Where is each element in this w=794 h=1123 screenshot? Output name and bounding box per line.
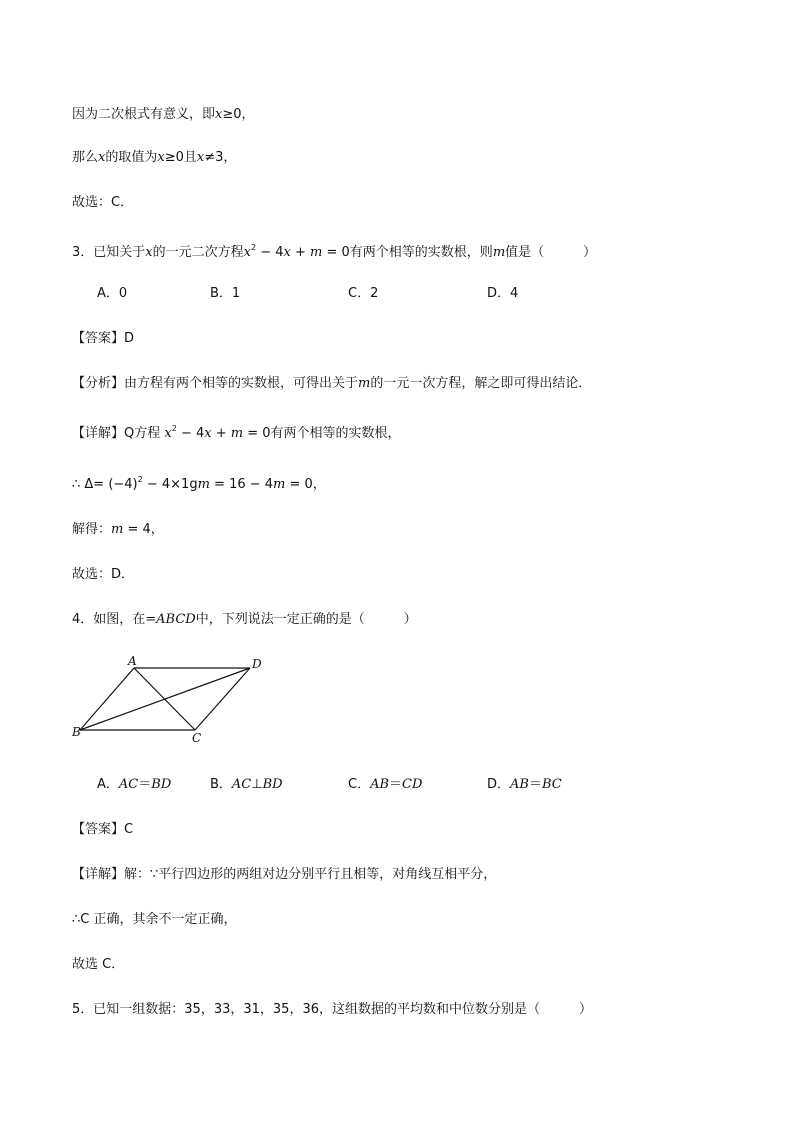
text-line: 那么x的取值为x≥0且x≠3， <box>72 150 237 165</box>
vertex-label-a: A <box>128 654 137 668</box>
answer-select: 故选 C． <box>72 957 125 972</box>
option-b: B．AC⊥BD <box>210 777 283 792</box>
option-b: B．1 <box>210 286 241 301</box>
vertex-label-d: D <box>252 657 262 671</box>
option-c: C．2 <box>348 286 379 301</box>
question-3: 3．已知关于x的一元二次方程$x^2 - 4x + m = 0$有两个相等的实数根，则m值是（ ） <box>72 243 597 260</box>
answer-select: 故选：C． <box>72 195 134 210</box>
text-line: 因为二次根式有意义，即x≥0， <box>72 107 255 122</box>
variable-x: x <box>215 107 223 122</box>
option-a: A．0 <box>97 286 128 301</box>
option-c: C．AB＝CD <box>348 777 423 792</box>
option-a: A．AC＝BD <box>97 777 172 792</box>
parallelogram-svg <box>72 654 272 746</box>
answer-select: 故选：D． <box>72 567 135 582</box>
vertex-label-b: B <box>72 725 81 739</box>
side-cd <box>195 668 250 730</box>
diagonal-bd <box>80 668 250 730</box>
answer-label: 【答案】C <box>72 822 134 837</box>
option-d: D．4 <box>487 286 519 301</box>
question-5: 5．已知一组数据：35，33，31，35，36，这组数据的平均数和中位数分别是（ ） <box>72 1002 592 1017</box>
analysis-text: 【分析】由方程有两个相等的实数根，可得出关于m的一元一次方程，解之即可得出结论． <box>72 376 592 391</box>
option-d: D．AB＝BC <box>487 777 562 792</box>
parallelogram-figure <box>72 654 272 746</box>
answer-label: 【答案】D <box>72 331 135 346</box>
detail-text: 【详解】Q方程 $x^2 - 4x + m = 0$有两个相等的实数根， <box>72 424 401 441</box>
question-4: 4．如图，在=ABCD中，下列说法一定正确的是（ ） <box>72 612 417 627</box>
delta-equation: ∴ $\Delta= (-4)^2 - 4\times 1gm = 16 - 4m = 0$， <box>72 475 326 492</box>
solution-text: 解得：m = 4， <box>72 522 164 537</box>
conclusion-text: ∴C 正确，其余不一定正确， <box>72 912 237 927</box>
detail-text: 【详解】解：∵平行四边形的两组对边分别平行且相等，对角线互相平分， <box>72 867 497 882</box>
vertex-label-c: C <box>192 731 202 745</box>
